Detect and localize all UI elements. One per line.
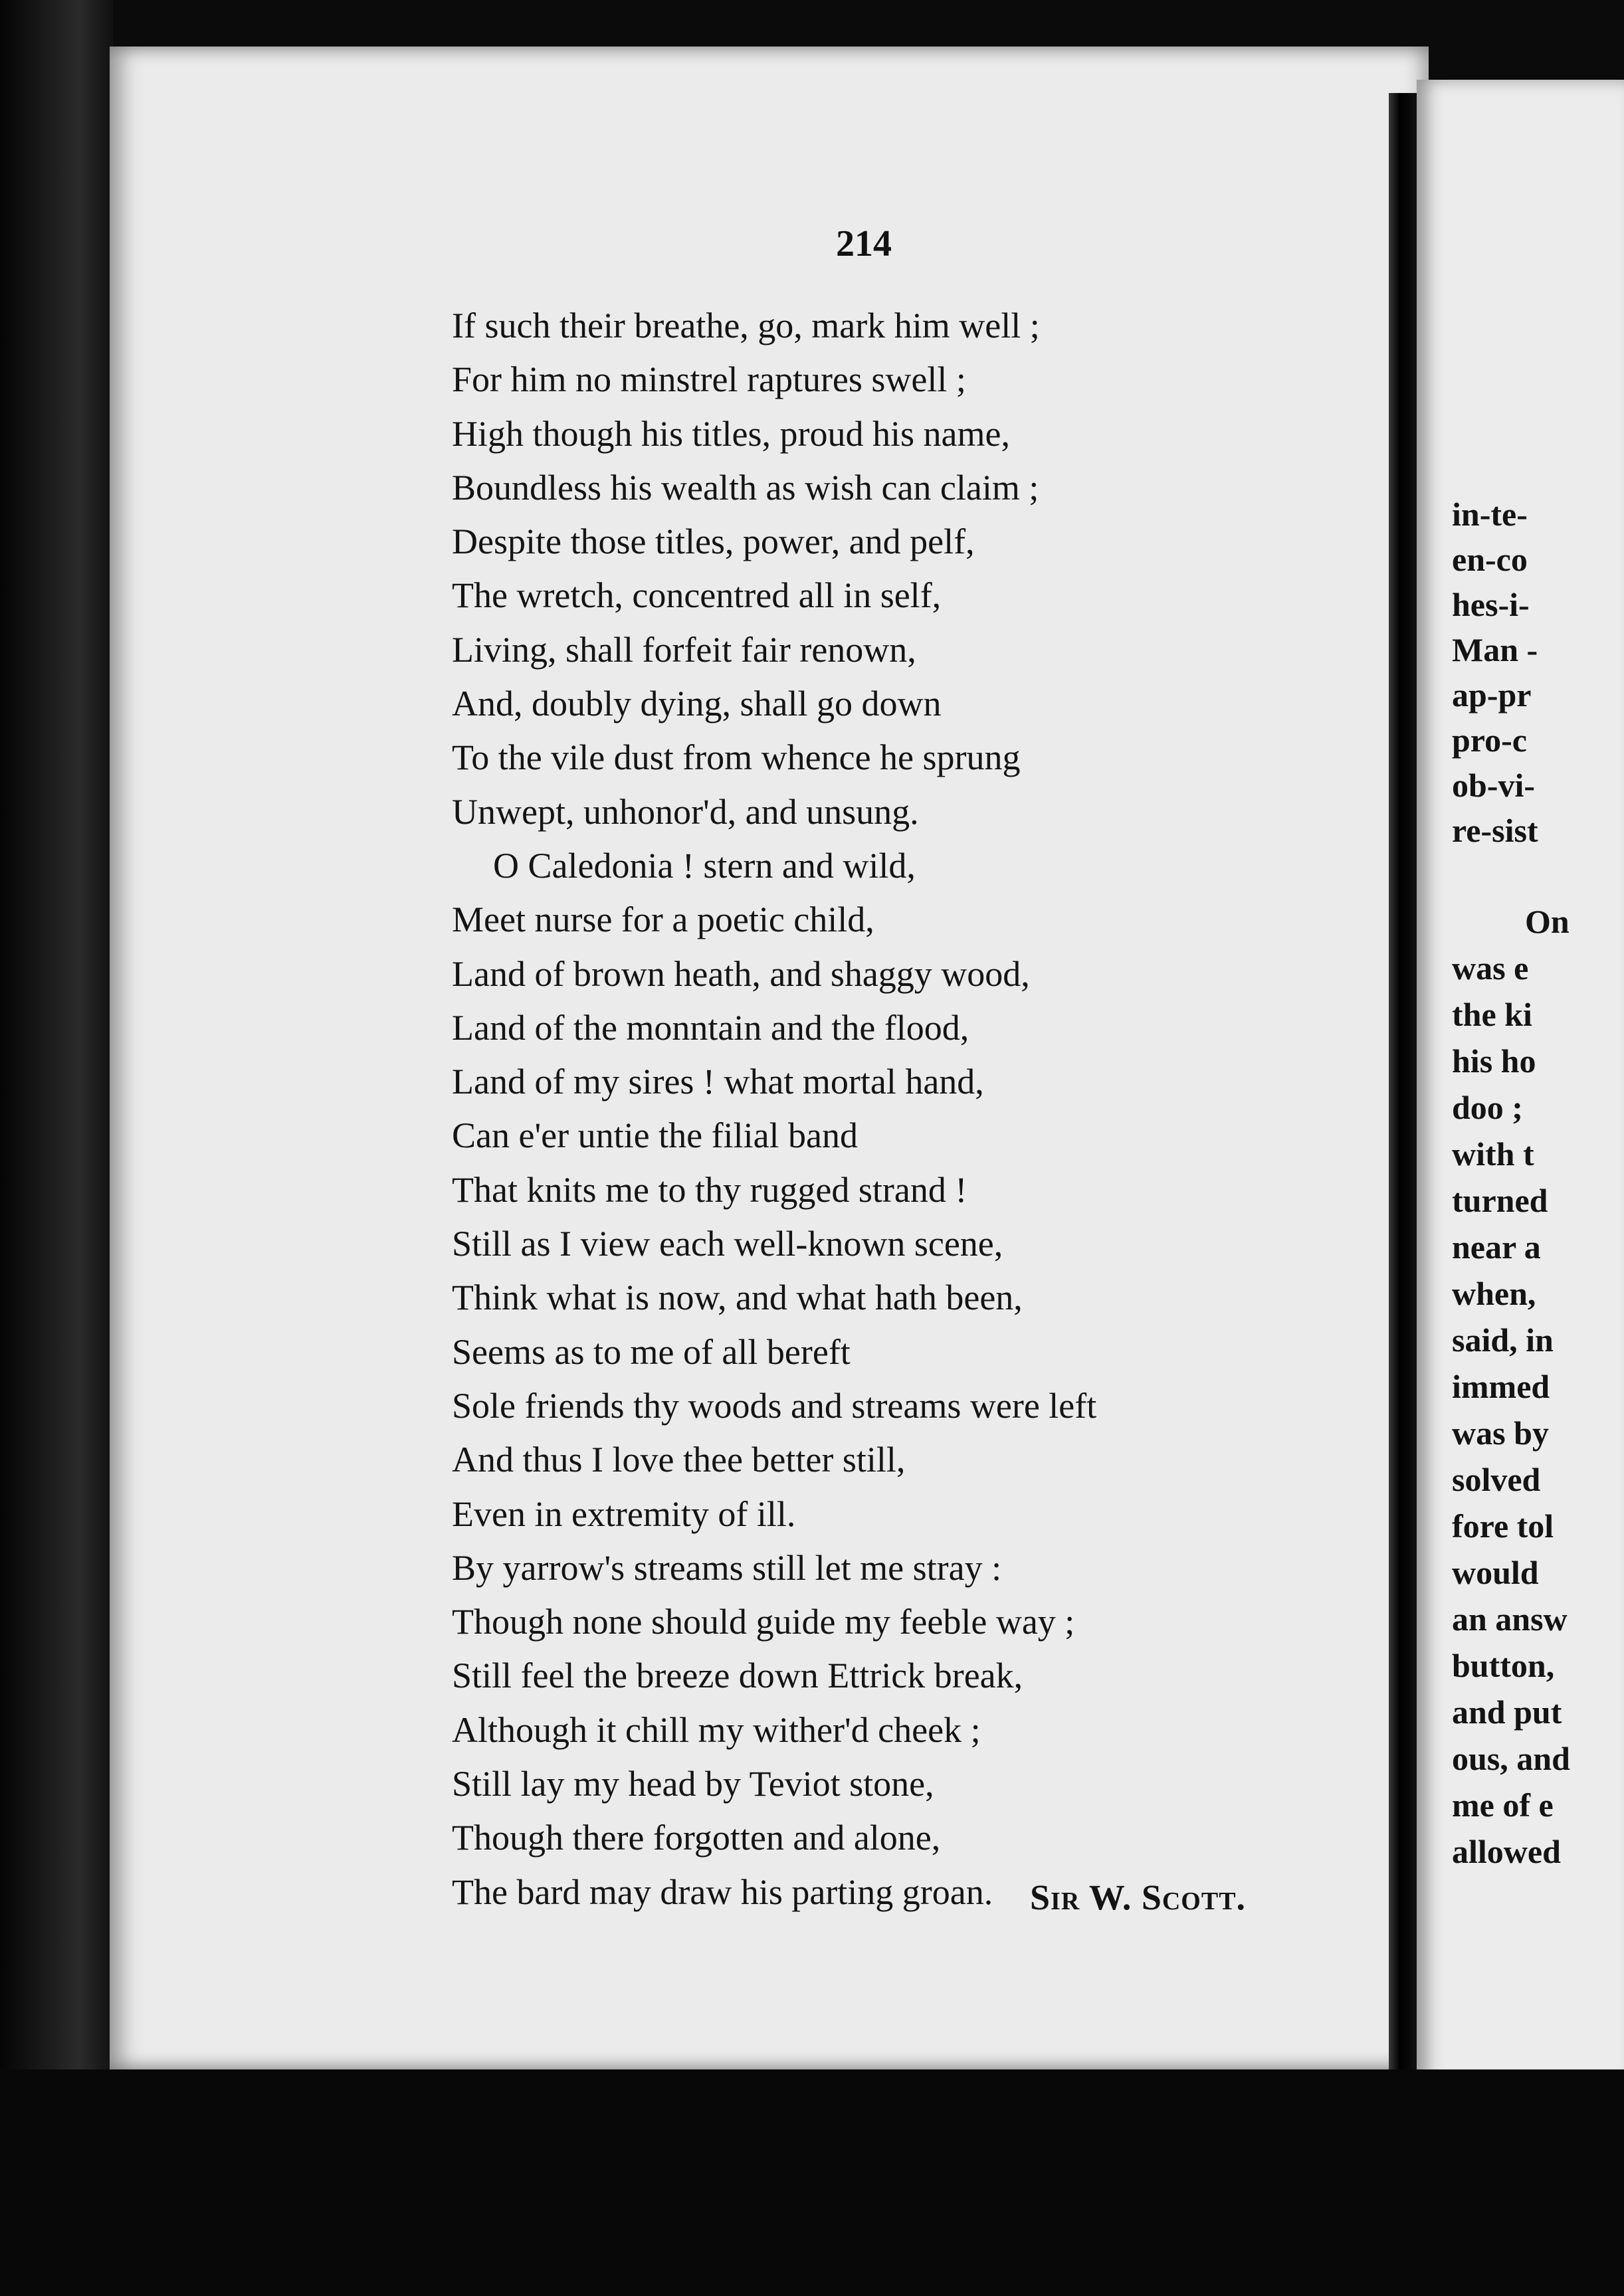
text-fragment: pro-c — [1452, 721, 1527, 759]
text-fragment: ous, and — [1452, 1740, 1570, 1777]
scan-bottom-edge — [0, 2069, 1624, 2296]
poem-line: The wretch, concentred all in self, — [452, 575, 942, 616]
book-spine-shadow — [0, 0, 113, 2296]
poem-line: By yarrow's streams still let me stray : — [452, 1547, 1002, 1588]
text-fragment: when, — [1452, 1275, 1536, 1312]
poem-line: Can e'er untie the filial band — [452, 1115, 859, 1156]
poem-line: For him no minstrel raptures swell ; — [452, 359, 966, 400]
text-fragment: was e — [1452, 949, 1529, 987]
poem-line: Boundless his wealth as wish can claim ; — [452, 467, 1039, 508]
right-page-paragraph — [1452, 898, 1624, 1875]
text-fragment: On — [1525, 903, 1570, 940]
text-fragment: Man - — [1452, 631, 1538, 668]
poem-line: The bard may draw his parting groan. — [452, 1871, 993, 1912]
poem-line: Land of my sires ! what mortal hand, — [452, 1062, 984, 1102]
poem-line: Still lay my head by Teviot stone, — [452, 1764, 934, 1804]
poem-attribution: Sir W. Scott. — [1030, 1877, 1247, 1917]
poem-line: That knits me to thy rugged strand ! — [452, 1169, 967, 1210]
poem-line: Seems as to me of all bereft — [452, 1331, 851, 1372]
poem-line: O Caledonia ! stern and wild, — [493, 845, 916, 886]
text-fragment: re-sist — [1452, 812, 1538, 849]
poem-line: If such their breathe, go, mark him well ; — [452, 306, 1040, 345]
text-fragment: solved — [1452, 1461, 1541, 1498]
text-fragment: the ki — [1452, 996, 1532, 1033]
page-number: 214 — [836, 223, 892, 264]
poem-line: Though there forgotten and alone, — [452, 1818, 941, 1858]
text-fragment: his ho — [1452, 1042, 1536, 1080]
poem-line: Land of brown heath, and shaggy wood, — [452, 953, 1030, 994]
text-fragment: said, in — [1452, 1321, 1554, 1359]
text-fragment: would — [1452, 1554, 1539, 1591]
text-fragment: in-te- — [1452, 496, 1528, 533]
right-page-text — [1452, 492, 1624, 1875]
text-fragment: en-co — [1452, 541, 1528, 578]
poem-line: Land of the monntain and the flood, — [452, 1007, 969, 1048]
text-fragment: an answ — [1452, 1600, 1568, 1638]
poem-line: And thus I love thee better still, — [452, 1440, 906, 1480]
text-fragment: turned — [1452, 1182, 1548, 1219]
text-fragment: me of e — [1452, 1786, 1554, 1824]
text-fragment: with t — [1452, 1135, 1534, 1173]
text-fragment: and put — [1452, 1693, 1562, 1731]
text-fragment: was by — [1452, 1414, 1549, 1452]
poem-line: Even in extremity of ill. — [452, 1493, 796, 1534]
poem-line: Though none should guide my feeble way ; — [452, 1602, 1075, 1642]
text-fragment: ap-pr — [1452, 676, 1532, 714]
text-fragment: hes-i- — [1452, 586, 1530, 623]
poem-line: Unwept, unhonor'd, and unsung. — [452, 791, 919, 832]
text-fragment: ob-vi- — [1452, 767, 1535, 804]
poem-line: Think what is now, and what hath been, — [452, 1278, 1023, 1318]
text-fragment: immed — [1452, 1368, 1550, 1405]
poem-line: To the vile dust from whence he sprung — [452, 737, 1021, 778]
poem-line: Still feel the breeze down Ettrick break, — [452, 1656, 1023, 1696]
poem-line: Meet nurse for a poetic child, — [452, 900, 874, 940]
poem-line: Living, shall forfeit fair renown, — [452, 629, 916, 670]
poem-line: High though his titles, proud his name, — [452, 413, 1010, 454]
right-page-word-list — [1452, 492, 1624, 853]
page-gutter — [1389, 93, 1417, 2106]
text-fragment: doo ; — [1452, 1089, 1523, 1126]
poem-text — [452, 299, 1382, 1919]
poem-line: Although it chill my wither'd cheek ; — [452, 1709, 981, 1750]
poem-line: Still as I view each well-known scene, — [452, 1224, 1003, 1264]
poem-line: Despite those titles, power, and pelf, — [452, 522, 975, 562]
text-fragment: near a — [1452, 1228, 1541, 1266]
poem-line: And, doubly dying, shall go down — [452, 684, 942, 724]
poem-line: Sole friends thy woods and streams were left — [452, 1385, 1097, 1426]
text-fragment: allowed — [1452, 1833, 1561, 1870]
text-fragment: fore tol — [1452, 1507, 1554, 1545]
text-fragment: button, — [1452, 1647, 1555, 1684]
